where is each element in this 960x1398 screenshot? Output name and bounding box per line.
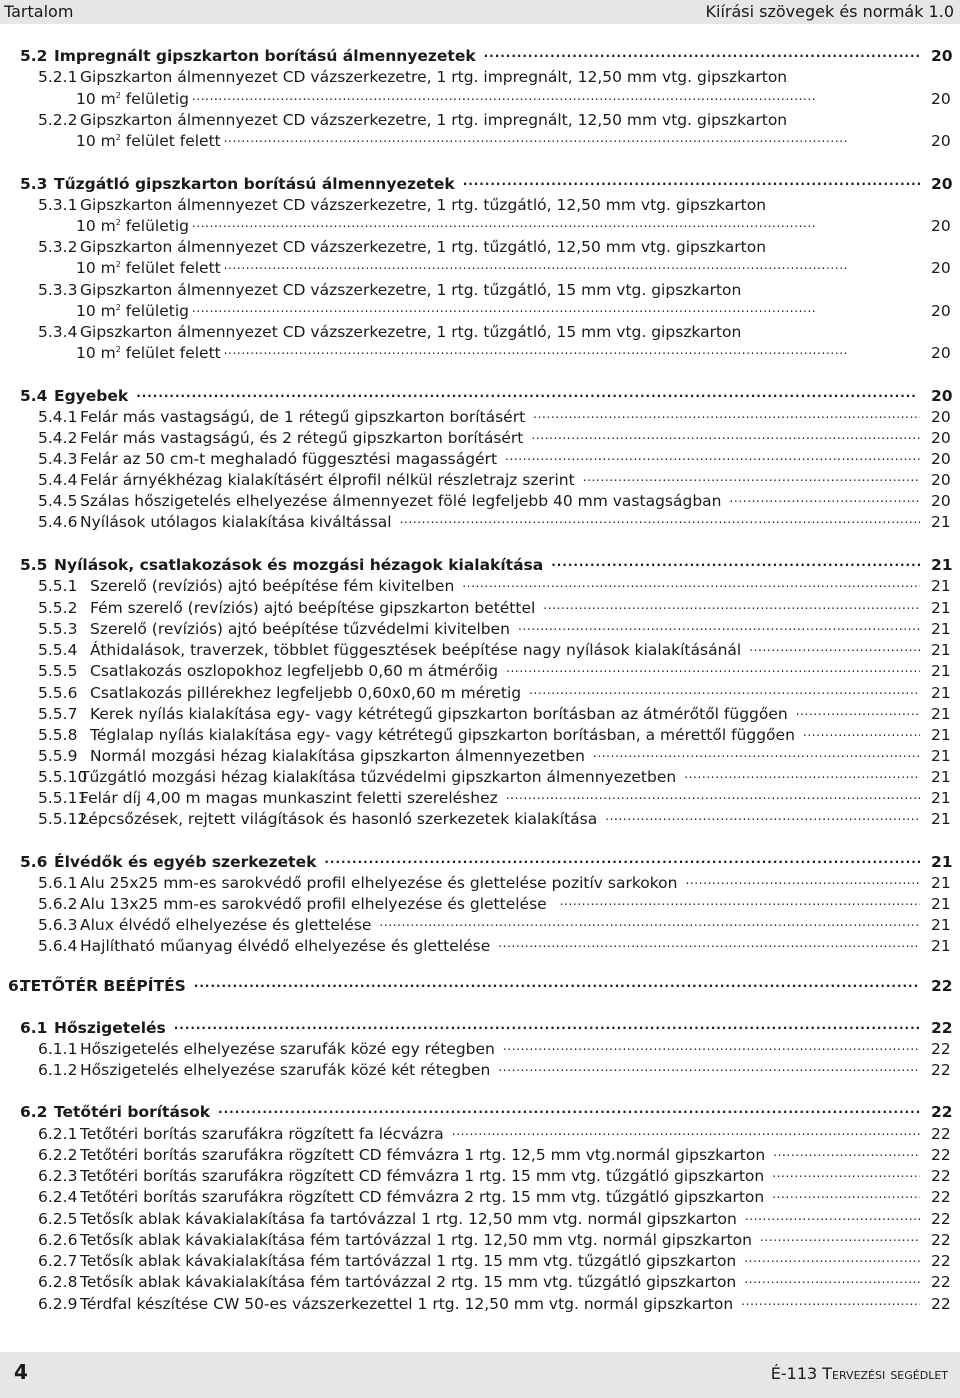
toc-entry-title: Hőszigetelés elhelyezése szarufák közé egy rétegben [80, 1040, 495, 1058]
toc-entry-page: 21 [931, 853, 953, 871]
toc-entry[interactable] [0, 746, 960, 767]
toc-entry[interactable] [0, 67, 960, 88]
toc-leader-dots [533, 407, 920, 428]
footer-document-label [771, 1364, 948, 1383]
toc-entry[interactable] [0, 1018, 960, 1039]
toc-leader-dots [503, 1039, 920, 1060]
toc-entry-page: 20 [931, 408, 951, 426]
toc-leader-dots [749, 640, 920, 661]
toc-entry-title: Tetősík ablak kávakialakítása fém tartóvázzal 2 rtg. 15 mm vtg. tűzgátló gipszkarton [80, 1273, 737, 1291]
toc-entry[interactable] [0, 683, 960, 704]
toc-entry[interactable] [0, 640, 960, 661]
toc-entry-page: 21 [931, 556, 953, 574]
toc-entry-number: 5.4.1 [38, 408, 78, 426]
toc-entry-title: Élvédők és egyéb szerkezetek [54, 853, 317, 871]
toc-leader-dots [506, 788, 920, 809]
page-header [0, 0, 960, 24]
toc-entry[interactable] [0, 1251, 960, 1272]
toc-entry-title: TETŐTÉR BEÉPÍTÉS [20, 977, 186, 995]
toc-entry-title: Gipszkarton álmennyezet CD vázszerkezetre, 1 rtg. tűzgátló, 15 mm vtg. gipszkarton [80, 323, 742, 341]
toc-entry-number: 5.5.12 [38, 810, 88, 828]
page-footer [0, 1352, 960, 1398]
toc-entry-title: Alu 13x25 mm-es sarokvédő profil elhelyezése és glettelése [80, 895, 547, 913]
toc-entry[interactable] [0, 576, 960, 597]
toc-entry[interactable] [0, 491, 960, 512]
toc-entry-number: 5.4 [20, 387, 48, 405]
toc-entry-page: 22 [931, 1019, 953, 1037]
toc-entry-page: 20 [931, 492, 951, 510]
toc-entry[interactable] [0, 809, 960, 830]
toc-entry-page: 22 [931, 977, 953, 995]
toc-entry-page: 21 [931, 810, 951, 828]
toc-entry[interactable] [0, 280, 960, 301]
toc-entry-number: 5.6.4 [38, 937, 78, 955]
toc-entry-number: 5.5.7 [38, 705, 78, 723]
toc-entry-page: 21 [931, 747, 951, 765]
toc-entry-number: 5.2.2 [38, 111, 78, 129]
toc-entry-title: Gipszkarton álmennyezet CD vázszerkezetre, 1 rtg. impregnált, 12,50 mm vtg. gipszkarton [80, 111, 788, 129]
toc-entry-page: 22 [931, 1061, 951, 1079]
toc-entry[interactable] [0, 407, 960, 428]
toc-entry-number: 5.5.3 [38, 620, 78, 638]
toc-entry[interactable] [0, 852, 960, 873]
toc-entry-page: 21 [931, 937, 951, 955]
toc-entry-title: Áthidalások, traverzek, többlet függesztések beépítése nagy nyílások kialakításánál [90, 641, 742, 659]
toc-entry-number: 5.6.1 [38, 874, 78, 892]
toc-entry[interactable] [0, 1209, 960, 1230]
toc-entry-number: 5.3.4 [38, 323, 78, 341]
toc-entry[interactable] [0, 89, 960, 110]
header-section-title: Tartalom [4, 2, 74, 21]
toc-entry[interactable] [0, 195, 960, 216]
toc-entry[interactable] [0, 725, 960, 746]
toc-leader-dots [796, 704, 920, 725]
toc-leader-dots [400, 512, 920, 533]
toc-entry[interactable] [0, 1187, 960, 1208]
toc-leader-dots [224, 131, 920, 152]
toc-entry-title: 10 $m^2$ felületig [76, 90, 189, 108]
toc-entry-title: Gipszkarton álmennyezet CD vázszerkezetre, 1 rtg. tűzgátló, 12,50 mm vtg. gipszkarton [80, 196, 767, 214]
toc-entry[interactable] [0, 767, 960, 788]
toc-leader-dots [498, 936, 920, 957]
toc-entry[interactable] [0, 873, 960, 894]
toc-entry-title: Gipszkarton álmennyezet CD vázszerkezetre, 1 rtg. tűzgátló, 12,50 mm vtg. gipszkarton [80, 238, 767, 256]
toc-entry-page: 20 [931, 175, 953, 193]
toc-entry[interactable] [0, 1039, 960, 1060]
toc-leader-dots [551, 555, 920, 576]
toc-entry-number: 5.5.4 [38, 641, 78, 659]
toc-entry[interactable] [0, 131, 960, 152]
toc-entry-title: Alux élvédő elhelyezése és glettelése [80, 916, 372, 934]
toc-entry-page: 22 [931, 1040, 951, 1058]
toc-entry-page: 20 [931, 90, 951, 108]
toc-entry-number: 5.5.10 [38, 768, 88, 786]
toc-entry-page: 22 [931, 1103, 953, 1121]
toc-leader-dots [741, 1294, 920, 1315]
toc-entry[interactable] [0, 1145, 960, 1166]
toc-entry[interactable] [0, 46, 960, 67]
toc-entry-number: 6.2.4 [38, 1188, 78, 1206]
toc-entry[interactable] [0, 237, 960, 258]
toc-entry[interactable] [0, 936, 960, 957]
toc-entry-title: 10 $m^2$ felületig [76, 302, 189, 320]
toc-entry-number: 5.4.2 [38, 429, 78, 447]
toc-leader-dots [136, 386, 920, 407]
toc-entry-number: 6.2.8 [38, 1273, 78, 1291]
toc-entry-page: 21 [931, 620, 951, 638]
toc-entry[interactable] [0, 1294, 960, 1315]
toc-leader-dots [773, 1145, 920, 1166]
toc-entry-title: Nyílások, csatlakozások és mozgási hézagok kialakítása [54, 556, 544, 574]
toc-entry-page: 20 [931, 429, 951, 447]
toc-entry-title: Csatlakozás oszlopokhoz legfeljebb 0,60 m átmérőig [90, 662, 499, 680]
toc-entry-page: 21 [931, 726, 951, 744]
toc-entry-page: 21 [931, 599, 951, 617]
toc-entry[interactable] [0, 619, 960, 640]
toc-entry-number: 6.2.5 [38, 1210, 78, 1228]
toc-leader-dots [745, 1209, 920, 1230]
toc-leader-dots [192, 216, 920, 237]
toc-entry-page: 21 [931, 684, 951, 702]
toc-entry-number: 5.5.2 [38, 599, 78, 617]
toc-entry-title: Szerelő (revíziós) ajtó beépítése fém kivitelben [90, 577, 455, 595]
toc-entry-page: 20 [931, 471, 951, 489]
toc-entry-page: 22 [931, 1167, 951, 1185]
toc-entry[interactable] [0, 661, 960, 682]
toc-entry-number: 5.3 [20, 175, 48, 193]
toc-entry-page: 21 [931, 874, 951, 892]
toc-leader-dots [772, 1187, 920, 1208]
toc-entry-page: 20 [931, 302, 951, 320]
toc-entry-title: Impregnált gipszkarton borítású álmennyezetek [54, 47, 476, 65]
toc-entry[interactable] [0, 894, 960, 915]
toc-entry-number: 5.2 [20, 47, 48, 65]
toc-entry-page: 20 [931, 217, 951, 235]
toc-entry[interactable] [0, 976, 960, 997]
toc-entry[interactable] [0, 258, 960, 279]
toc-leader-dots [462, 576, 920, 597]
toc-leader-dots [224, 258, 920, 279]
toc-entry-title: Tetőtéri borítás szarufákra rögzített CD fémvázra 1 rtg. 12,5 mm vtg.normál gipszkarton [80, 1146, 766, 1164]
toc-entry-title: Tetősík ablak kávakialakítása fém tartóvázzal 1 rtg. 15 mm vtg. tűzgátló gipszkarton [80, 1252, 737, 1270]
toc-leader-dots [560, 894, 920, 915]
toc-entry-page: 21 [931, 662, 951, 680]
toc-leader-dots [498, 1060, 920, 1081]
toc-entry-title: Felár árnyékhézag kialakításért élprofil nélkül részletrajz szerint [80, 471, 575, 489]
toc-entry-page: 21 [931, 895, 951, 913]
toc-entry-number: 5.2.1 [38, 68, 78, 86]
toc-entry-page: 20 [931, 450, 951, 468]
toc-entry[interactable] [0, 1230, 960, 1251]
toc-leader-dots [803, 725, 920, 746]
toc-entry-page: 21 [931, 513, 951, 531]
toc-entry-number: 5.4.3 [38, 450, 78, 468]
toc-entry-number: 6.2.9 [38, 1295, 78, 1313]
toc-leader-dots [379, 915, 920, 936]
toc-leader-dots [593, 746, 920, 767]
toc-entry[interactable] [0, 449, 960, 470]
toc-entry-page: 22 [931, 1273, 951, 1291]
toc-leader-dots [605, 809, 920, 830]
toc-entry-page: 21 [931, 789, 951, 807]
toc-entry[interactable] [0, 174, 960, 195]
toc-entry-title: Szálas hőszigetelés elhelyezése álmennyezet fölé legfeljebb 40 mm vastagságban [80, 492, 722, 510]
toc-entry-number: 6.2 [20, 1103, 48, 1121]
toc-entry-page: 20 [931, 132, 951, 150]
toc-entry[interactable] [0, 788, 960, 809]
toc-entry[interactable] [0, 322, 960, 343]
toc-entry-title: Gipszkarton álmennyezet CD vázszerkezetre, 1 rtg. tűzgátló, 15 mm vtg. gipszkarton [80, 281, 742, 299]
toc-entry-page: 21 [931, 916, 951, 934]
toc-leader-dots [505, 449, 920, 470]
toc-entry-page: 21 [931, 768, 951, 786]
toc-entry-title: Nyílások utólagos kialakítása kiváltással [80, 513, 392, 531]
header-document-title: Kiírási szövegek és normák 1.0 [705, 2, 954, 21]
toc-entry-page: 22 [931, 1125, 951, 1143]
toc-entry-title: Térdfal készítése CW 50-es vázszerkezettel 1 rtg. 12,50 mm vtg. normál gipszkarton [80, 1295, 734, 1313]
toc-entry-number: 6.1.2 [38, 1061, 78, 1079]
toc-leader-dots [583, 470, 920, 491]
toc-entry-number: 6.1.1 [38, 1040, 78, 1058]
toc-entry-title: Normál mozgási hézag kialakítása gipszkarton álmennyezetben [90, 747, 585, 765]
footer-doc-code: É-113 [770, 1364, 823, 1383]
toc-entry-title: Alu 25x25 mm-es sarokvédő profil elhelyezése és glettelése pozitív sarkokon [80, 874, 678, 892]
toc-leader-dots [194, 976, 920, 997]
toc-leader-dots [452, 1124, 920, 1145]
toc-entry-number: 5.3.3 [38, 281, 78, 299]
toc-entry-title: Tűzgátló mozgási hézag kialakítása tűzvédelmi gipszkarton álmennyezetben [80, 768, 677, 786]
toc-entry-title: Tetőtéri borítás szarufákra rögzített CD fémvázra 1 rtg. 15 mm vtg. tűzgátló gipszkarton [80, 1167, 765, 1185]
toc-entry-number: 5.6 [20, 853, 48, 871]
toc-entry-page: 22 [931, 1231, 951, 1249]
toc-entry-title: Egyebek [54, 387, 129, 405]
toc-leader-dots [543, 598, 920, 619]
toc-entry-number: 5.3.1 [38, 196, 78, 214]
toc-entry[interactable] [0, 512, 960, 533]
toc-leader-dots [192, 89, 920, 110]
toc-leader-dots [531, 428, 920, 449]
toc-entry-title: Tetőtéri borítás szarufákra rögzített fa lécvázra [80, 1125, 444, 1143]
toc-entry[interactable] [0, 1272, 960, 1293]
toc-entry[interactable] [0, 470, 960, 491]
toc-entry[interactable] [0, 1102, 960, 1123]
toc-leader-dots [729, 491, 920, 512]
toc-entry[interactable] [0, 598, 960, 619]
toc-leader-dots [772, 1166, 920, 1187]
toc-leader-dots [463, 174, 920, 195]
toc-entry-title: Tűzgátló gipszkarton borítású álmennyezetek [54, 175, 455, 193]
toc-leader-dots [685, 873, 920, 894]
toc-entry-number: 5.6.2 [38, 895, 78, 913]
toc-entry-page: 20 [931, 344, 951, 362]
toc-entry-number: 5.4.5 [38, 492, 78, 510]
toc-entry-number: 6.2.6 [38, 1231, 78, 1249]
toc-leader-dots [484, 46, 920, 67]
toc-leader-dots [506, 661, 920, 682]
toc-entry-number: 6.2.3 [38, 1167, 78, 1185]
toc-entry-number: 5.5 [20, 556, 48, 574]
toc-entry-number: 5.4.6 [38, 513, 78, 531]
toc-entry-number: 6.2.1 [38, 1125, 78, 1143]
toc-entry-number: 5.6.3 [38, 916, 78, 934]
toc-leader-dots [192, 301, 920, 322]
toc-entry-title: Tetősík ablak kávakialakítása fém tartóvázzal 1 rtg. 12,50 mm vtg. normál gipszkarton [80, 1231, 752, 1249]
toc-entry-page: 22 [931, 1188, 951, 1206]
toc-entry-title: Tetősík ablak kávakialakítása fa tartóvázzal 1 rtg. 12,50 mm vtg. normál gipszkarton [80, 1210, 737, 1228]
toc-entry-number: 5.4.4 [38, 471, 78, 489]
toc-entry-number: 6. [8, 977, 25, 995]
toc-entry-title: 10 $m^2$ felületig [76, 217, 189, 235]
toc-leader-dots [684, 767, 920, 788]
toc-entry[interactable] [0, 915, 960, 936]
toc-entry-title: Felár az 50 cm-t meghaladó függesztési magasságért [80, 450, 498, 468]
toc-entry-title: Hőszigetelés elhelyezése szarufák közé két rétegben [80, 1061, 491, 1079]
toc-entry-page: 22 [931, 1210, 951, 1228]
toc-entry-title: Lépcsőzések, rejtett világítások és hasonló szerkezetek kialakítása [80, 810, 598, 828]
toc-entry-page: 22 [931, 1252, 951, 1270]
footer-page-number: 4 [14, 1360, 28, 1384]
toc-leader-dots [218, 1102, 920, 1123]
toc-leader-dots [224, 343, 920, 364]
toc-leader-dots [529, 683, 920, 704]
toc-entry-number: 5.3.2 [38, 238, 78, 256]
toc-entry-page: 20 [931, 47, 953, 65]
toc-entry-number: 5.5.1 [38, 577, 78, 595]
toc-leader-dots [744, 1272, 920, 1293]
toc-entry-number: 5.5.9 [38, 747, 78, 765]
toc-entry-title: Felár más vastagságú, és 2 rétegű gipszkarton borításért [80, 429, 524, 447]
toc-entry[interactable] [0, 704, 960, 725]
toc-entry-title: Gipszkarton álmennyezet CD vázszerkezetre, 1 rtg. impregnált, 12,50 mm vtg. gipszkarton [80, 68, 788, 86]
toc-entry-title: Fém szerelő (revíziós) ajtó beépítése gipszkarton betéttel [90, 599, 536, 617]
toc-entry-title: Felár más vastagságú, de 1 rétegű gipszkarton borításért [80, 408, 526, 426]
toc-entry[interactable] [0, 555, 960, 576]
toc-entry-page: 20 [931, 387, 953, 405]
toc-entry-title: Tetőtéri borítás szarufákra rögzített CD fémvázra 2 rtg. 15 mm vtg. tűzgátló gipszkarton [80, 1188, 765, 1206]
toc-entry-title: Tetőtéri borítások [54, 1103, 211, 1121]
toc-entry-title: Téglalap nyílás kialakítása egy- vagy kétrétegű gipszkarton borításban, a mérettől függően [90, 726, 795, 744]
toc-entry-number: 5.5.11 [38, 789, 88, 807]
toc-entry[interactable] [0, 216, 960, 237]
toc-entry-number: 6.1 [20, 1019, 48, 1037]
toc-entry[interactable] [0, 343, 960, 364]
toc-leader-dots [518, 619, 920, 640]
toc-entry-title: 10 $m^2$ felület felett [76, 344, 221, 362]
toc-entry-number: 6.2.7 [38, 1252, 78, 1270]
toc-entry-number: 5.5.8 [38, 726, 78, 744]
toc-entry-title: Kerek nyílás kialakítása egy- vagy kétrétegű gipszkarton borításban az átmérőtől függően [90, 705, 788, 723]
toc-entry-number: 6.2.2 [38, 1146, 78, 1164]
toc-entry[interactable] [0, 1124, 960, 1145]
toc-leader-dots [744, 1251, 920, 1272]
toc-entry-title: Hőszigetelés [54, 1019, 166, 1037]
toc-entry-page: 20 [931, 259, 951, 277]
footer-doc-title: Tervezési segédlet [822, 1364, 948, 1383]
toc-entry[interactable] [0, 110, 960, 131]
toc-entry-title: 10 $m^2$ felület felett [76, 259, 221, 277]
toc-leader-dots [760, 1230, 920, 1251]
toc-entry-page: 22 [931, 1146, 951, 1164]
toc-entry-page: 21 [931, 577, 951, 595]
toc-entry-number: 5.5.6 [38, 684, 78, 702]
toc-entry-number: 5.5.5 [38, 662, 78, 680]
toc-entry-title: Hajlítható műanyag élvédő elhelyezése és glettelése [80, 937, 491, 955]
toc-entry-title: Szerelő (revíziós) ajtó beépítése tűzvédelmi kivitelben [90, 620, 511, 638]
toc-entry[interactable] [0, 1166, 960, 1187]
toc-entry-title: 10 $m^2$ felület felett [76, 132, 221, 150]
toc-leader-dots [324, 852, 920, 873]
toc-entry[interactable] [0, 428, 960, 449]
toc-entry-page: 22 [931, 1295, 951, 1313]
toc-entry-page: 21 [931, 641, 951, 659]
toc-entry-title: Csatlakozás pillérekhez legfeljebb 0,60x0,60 m méretig [90, 684, 522, 702]
toc-entry[interactable] [0, 386, 960, 407]
toc-entry-page: 21 [931, 705, 951, 723]
toc-leader-dots [174, 1018, 920, 1039]
toc-entry-title: Felár díj 4,00 m magas munkaszint feletti szereléshez [80, 789, 498, 807]
toc-entry[interactable] [0, 301, 960, 322]
toc-entry[interactable] [0, 1060, 960, 1081]
